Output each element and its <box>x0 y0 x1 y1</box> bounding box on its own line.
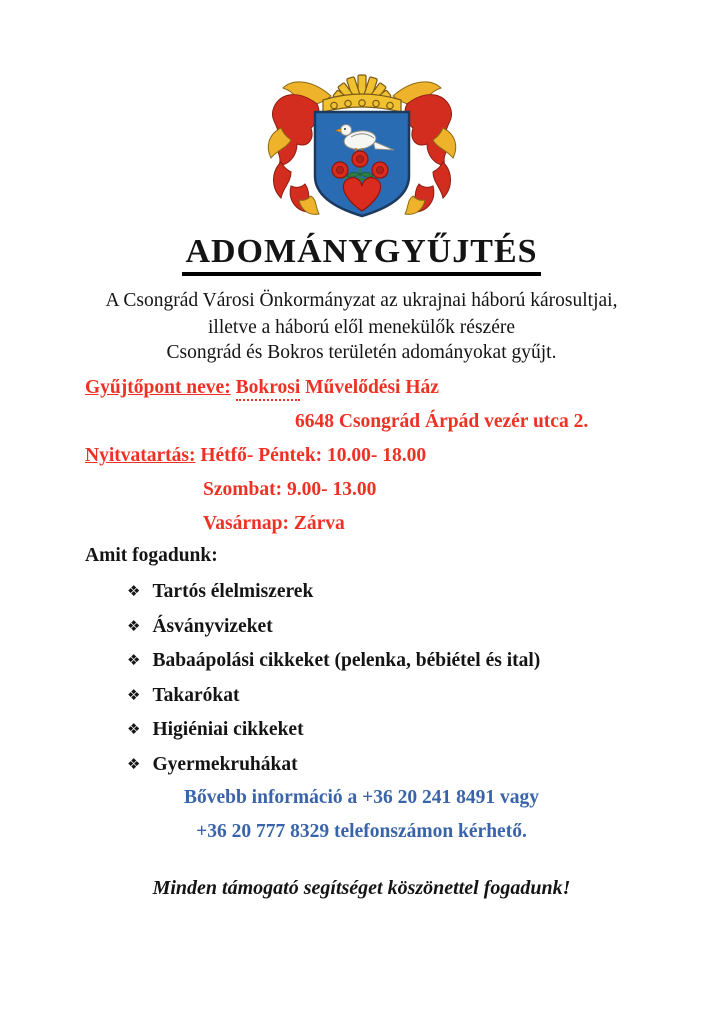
collection-point-name-marked: Bokrosi <box>236 377 301 401</box>
list-item: ❖ Gyermekruhákat <box>127 753 298 775</box>
contact-info <box>0 781 723 848</box>
csongrad-coat-of-arms-icon <box>247 70 477 226</box>
diamond-bullet-icon: ❖ <box>127 720 141 738</box>
opening-hours-label: Nyitvatartás: <box>85 445 196 466</box>
diamond-bullet-icon: ❖ <box>127 582 141 600</box>
collection-point-line <box>85 377 439 399</box>
list-item: ❖ Ásványvizeket <box>127 615 273 637</box>
opening-hours-line <box>85 445 426 467</box>
opening-hours-weekdays: Hétfő- Péntek: 10.00- 18.00 <box>195 445 427 466</box>
opening-hours-saturday: Szombat: 9.00- 13.00 <box>203 479 377 500</box>
mural-crown-icon <box>323 75 401 112</box>
collection-point-address: 6648 Csongrád Árpád vezér utca 2. <box>295 411 589 432</box>
intro-line-3: Csongrád és Bokros területén adományokat gyűjt. <box>166 342 557 363</box>
accepted-heading: Amit fogadunk: <box>85 545 218 566</box>
collection-point-label: Gyűjtőpont neve: <box>85 377 231 398</box>
closing-line: Minden támogató segítséget köszönettel fogadunk! <box>152 877 571 899</box>
page-title: ADOMÁNYGYŰJTÉS <box>0 232 723 276</box>
intro-paragraph <box>0 287 723 341</box>
list-item: ❖ Babaápolási cikkeket (pelenka, bébiétel és ital) <box>127 650 541 671</box>
intro-line-2: illetve a háború elől menekülők részére <box>208 317 515 338</box>
diamond-bullet-icon: ❖ <box>127 651 141 669</box>
coat-of-arms <box>0 70 723 226</box>
accepted-items-list <box>127 575 540 782</box>
opening-hours-sunday: Vasárnap: Zárva <box>203 513 345 534</box>
list-item: ❖ Higiéniai cikkeket <box>127 719 304 740</box>
diamond-bullet-icon: ❖ <box>127 685 141 704</box>
intro-line-1: A Csongrád Városi Önkormányzat az ukrajnai háború károsultjai, <box>105 290 618 311</box>
diamond-bullet-icon: ❖ <box>127 616 141 635</box>
list-item: ❖ Tartós élelmiszerek <box>127 581 314 602</box>
contact-line-1: Bővebb információ a +36 20 241 8491 vagy <box>183 787 540 808</box>
collection-point-name-rest: Művelődési Ház <box>300 377 439 398</box>
contact-line-2: +36 20 777 8329 telefonszámon kérhető. <box>196 820 527 842</box>
list-item: ❖ Takarókat <box>127 684 240 706</box>
diamond-bullet-icon: ❖ <box>127 754 141 773</box>
